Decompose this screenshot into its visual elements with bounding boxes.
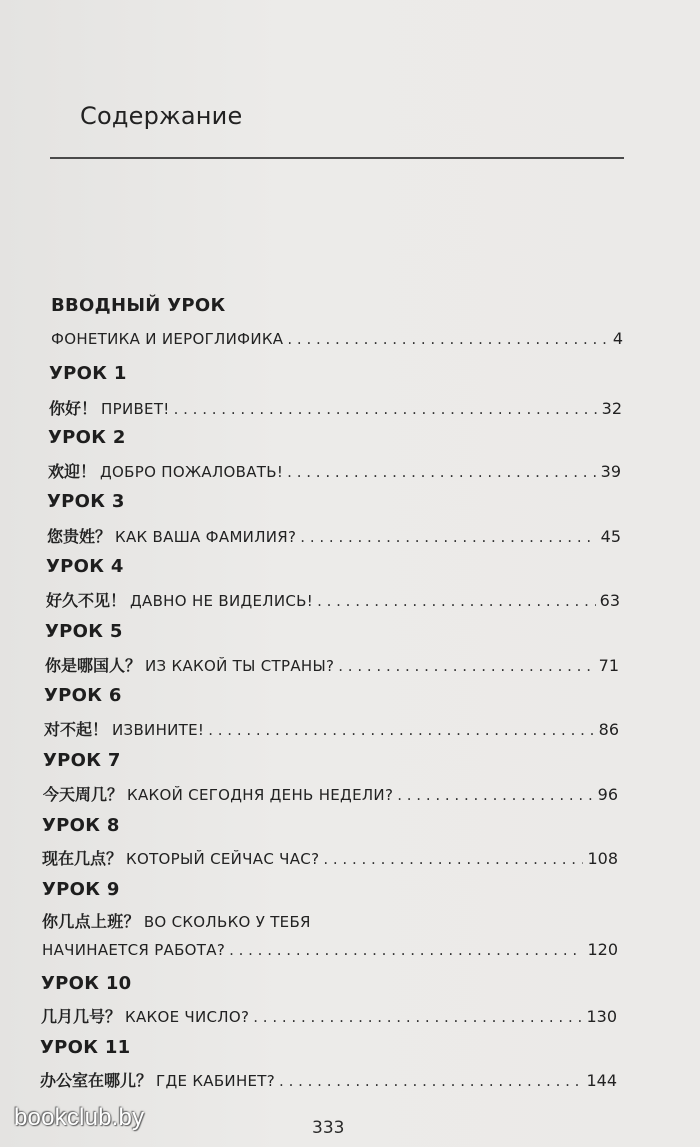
lesson-title: УРОК 8 <box>42 815 120 836</box>
dot-leader <box>317 592 596 610</box>
lesson-subtitle-cn: 你几点上班？ <box>42 912 140 931</box>
dot-leader <box>279 1072 582 1090</box>
lesson-subtitle-cn: 您贵姓？ <box>47 527 112 546</box>
page-ref: 86 <box>598 720 619 739</box>
dot-leader <box>323 850 583 868</box>
dot-leader <box>229 941 583 959</box>
toc-line <box>51 329 623 348</box>
lesson-subtitle-cn: 你好！ <box>49 399 98 418</box>
dot-leader <box>338 657 594 675</box>
dot-leader <box>253 1008 582 1026</box>
page-ref: 96 <box>597 785 618 804</box>
toc-line-first <box>42 909 311 932</box>
lesson-subtitle-ru-continued: НАЧИНАЕТСЯ РАБОТА? <box>42 941 226 959</box>
lesson-title: УРОК 1 <box>49 363 127 384</box>
lesson-subtitle-cn: 办公室在哪儿？ <box>40 1071 153 1090</box>
lesson-subtitle-ru: ИЗВИНИТЕ! <box>112 721 205 739</box>
toc-line <box>49 396 622 419</box>
page-ref: 71 <box>598 656 619 675</box>
toc-line <box>42 846 618 869</box>
page-title: Содержание <box>80 102 243 130</box>
toc-line <box>42 940 618 959</box>
toc-line <box>48 459 621 482</box>
dot-leader <box>174 400 598 418</box>
lesson-subtitle-cn: 欢迎！ <box>48 462 97 481</box>
lesson-subtitle-ru: ГДЕ КАБИНЕТ? <box>156 1072 276 1090</box>
lesson-subtitle-ru: ФОНЕТИКА И ИЕРОГЛИФИКА <box>51 330 284 348</box>
page-ref: 144 <box>586 1071 617 1090</box>
page-ref: 130 <box>586 1007 617 1026</box>
lesson-title: УРОК 3 <box>47 491 125 512</box>
lesson-title: ВВОДНЫЙ УРОК <box>51 295 226 316</box>
page-ref: 63 <box>599 591 620 610</box>
lesson-title: УРОК 10 <box>41 973 132 994</box>
lesson-title: УРОК 4 <box>46 556 124 577</box>
lesson-subtitle-ru: ДАВНО НЕ ВИДЕЛИСЬ! <box>130 592 314 610</box>
page-ref: 120 <box>587 940 618 959</box>
lesson-subtitle-cn: 你是哪国人？ <box>45 656 142 675</box>
lesson-subtitle-ru: КОТОРЫЙ СЕЙЧАС ЧАС? <box>126 850 320 868</box>
page-ref: 108 <box>587 849 618 868</box>
lesson-subtitle-cn: 现在几点？ <box>42 849 123 868</box>
toc-line <box>47 524 621 547</box>
dot-leader <box>287 463 596 481</box>
lesson-title: УРОК 7 <box>43 750 121 771</box>
toc-line <box>44 717 619 740</box>
lesson-subtitle-ru: КАКОЙ СЕГОДНЯ ДЕНЬ НЕДЕЛИ? <box>127 786 394 804</box>
toc-line <box>43 782 618 805</box>
lesson-subtitle-ru: КАК ВАША ФАМИЛИЯ? <box>115 528 297 546</box>
lesson-subtitle-ru: ДОБРО ПОЖАЛОВАТЬ! <box>100 463 284 481</box>
lesson-title: УРОК 6 <box>44 685 122 706</box>
page-number: 333 <box>312 1118 345 1138</box>
lesson-title: УРОК 9 <box>42 879 120 900</box>
lesson-subtitle-cn: 对不起！ <box>44 720 109 739</box>
lesson-subtitle-cn: 今天周几？ <box>43 785 124 804</box>
page-ref: 32 <box>601 399 622 418</box>
lesson-title: УРОК 2 <box>48 427 126 448</box>
site-watermark: bookclub.by <box>14 1104 145 1131</box>
page-ref: 45 <box>600 527 621 546</box>
lesson-subtitle-ru: ВО СКОЛЬКО У ТЕБЯ <box>143 913 311 931</box>
page-ref: 39 <box>600 462 621 481</box>
toc-line <box>41 1004 617 1027</box>
lesson-subtitle-ru: КАКОЕ ЧИСЛО? <box>125 1008 250 1026</box>
dot-leader <box>300 528 596 546</box>
lesson-subtitle-ru: ИЗ КАКОЙ ТЫ СТРАНЫ? <box>145 657 335 675</box>
lesson-title: УРОК 5 <box>45 621 123 642</box>
dot-leader <box>287 330 608 348</box>
toc-line <box>45 653 619 676</box>
toc-line <box>46 588 620 611</box>
dot-leader <box>397 786 593 804</box>
lesson-subtitle-cn: 好久不见！ <box>46 591 127 610</box>
lesson-title: УРОК 11 <box>40 1037 131 1058</box>
toc-line <box>40 1068 617 1091</box>
lesson-subtitle-cn: 几月几号？ <box>41 1007 122 1026</box>
lesson-subtitle-ru: ПРИВЕТ! <box>101 400 170 418</box>
dot-leader <box>208 721 594 739</box>
page-ref: 4 <box>612 329 623 348</box>
